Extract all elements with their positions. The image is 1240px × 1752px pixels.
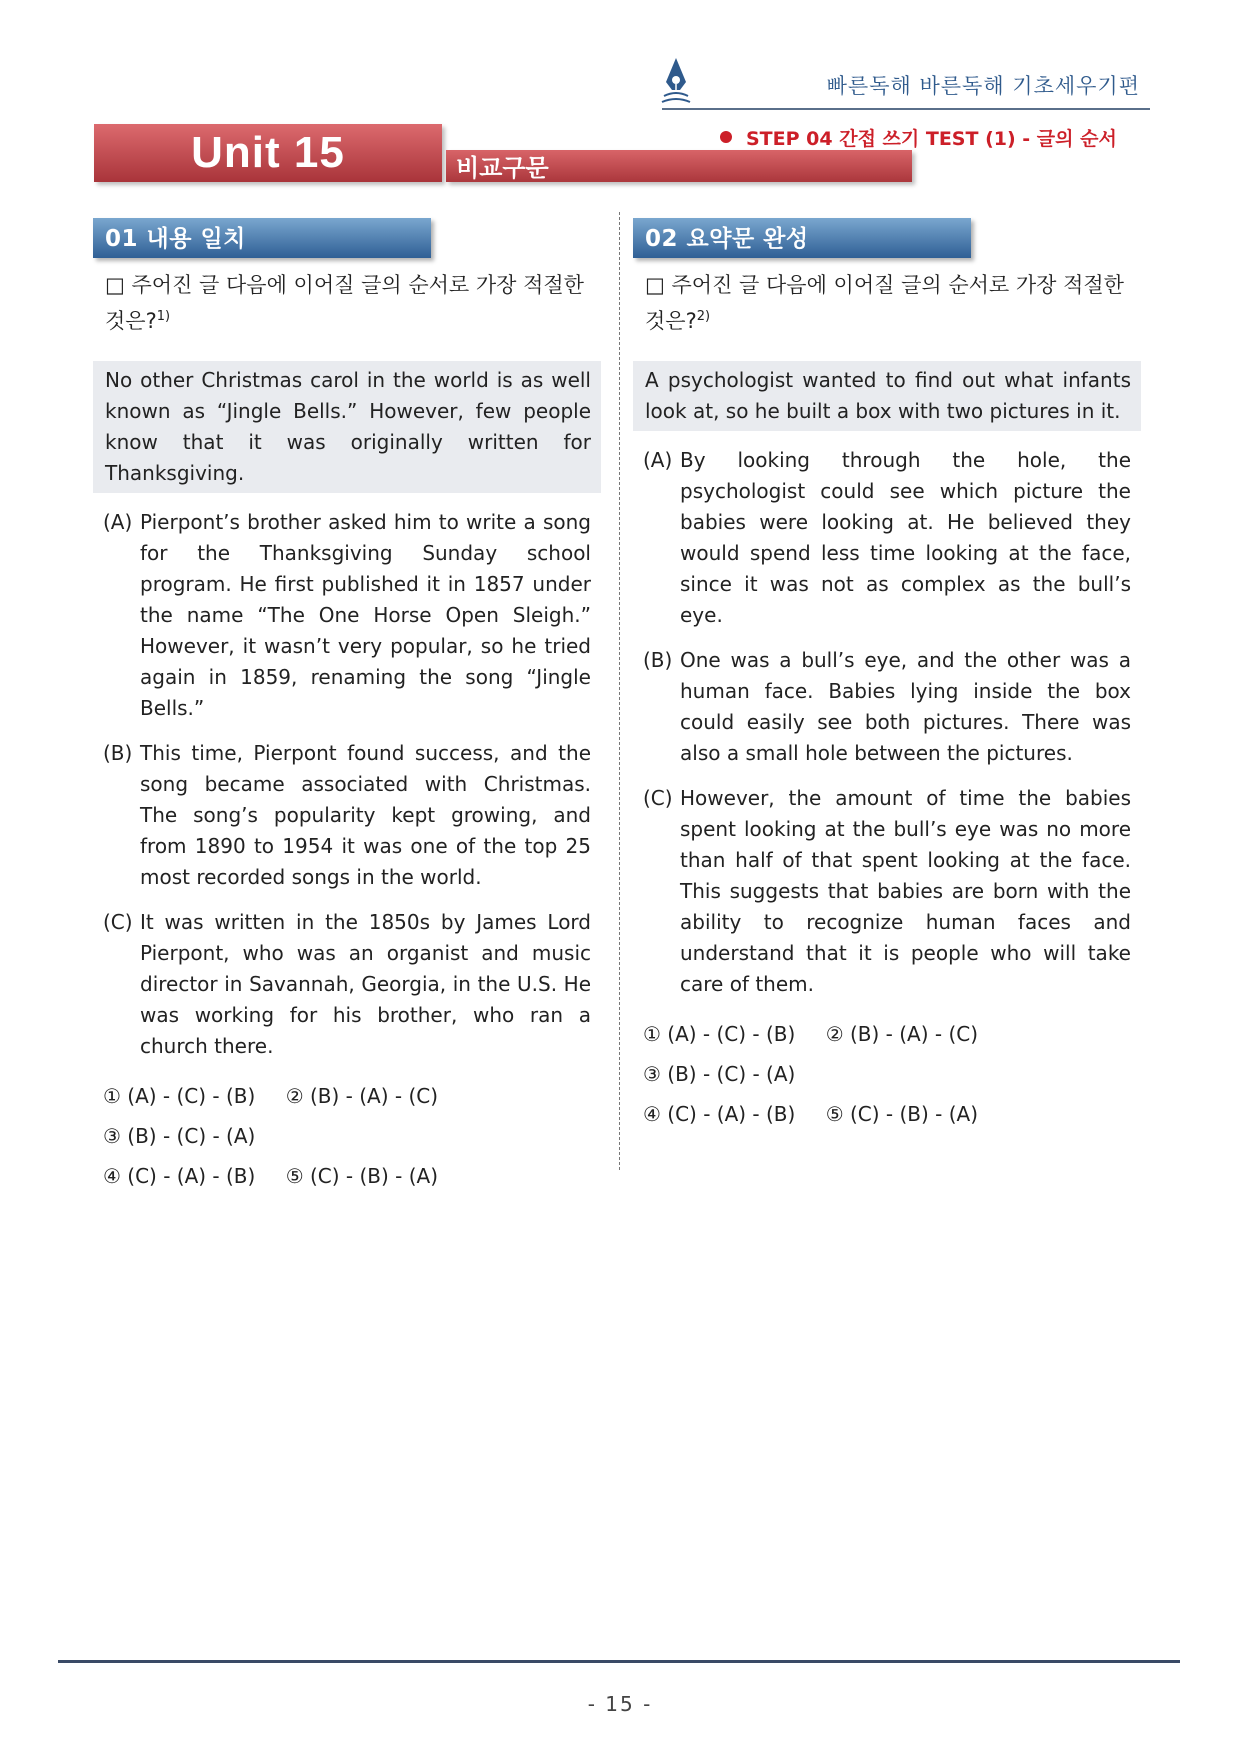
paragraph-text: Pierpont’s brother asked him to write a song for the Thanksgiving Sunday school program. He first published it in 1857 under the name “The One Horse Open Sleigh.” However, it wasn’t very popular, so he tried again in 1859, renaming the song “Jingle Bells.” [140,510,591,720]
paragraph-text: This time, Pierpont found success, and the song became associated with Christmas. The song’s popularity kept growing, and from 1890 to 1954 it was one of the top 25 most recorded songs in the world. [140,741,591,889]
option-1[interactable]: ① (A) - (C) - (B) [103,1084,256,1108]
page-number: - 15 - [587,1692,653,1716]
unit-title: Unit 15 [191,128,345,177]
book-title: 빠른독해 바른독해 기초세우기편 [826,74,1140,98]
header-rule [662,108,1150,110]
option-4[interactable]: ④ (C) - (A) - (B) [103,1164,256,1188]
question-text: □ 주어진 글 다음에 이어질 글의 순서로 가장 적절한 것은? [645,273,1124,333]
fountain-pen-logo-icon [660,56,692,108]
answer-options [93,1076,601,1196]
option-5[interactable]: ⑤ (C) - (B) - (A) [285,1164,439,1188]
question-prompt [93,270,601,337]
question-prompt [633,270,1141,337]
paragraph-a [633,445,1141,631]
column-divider [619,212,620,1170]
option-3[interactable]: ③ (B) - (C) - (A) [103,1124,256,1148]
option-2[interactable]: ② (B) - (A) - (C) [825,1022,979,1046]
paragraph-marker: (A) [643,448,673,472]
intro-passage: A psychologist wanted to find out what infants look at, so he built a box with two pictures in it. [633,361,1141,431]
option-1[interactable]: ① (A) - (C) - (B) [643,1022,796,1046]
paragraph-marker: (C) [103,910,133,934]
intro-passage: No other Christmas carol in the world is as well known as “Jingle Bells.” However, few people know that it was originally written for Thanksgiving. [93,361,601,493]
paragraph-text: It was written in the 1850s by James Lord Pierpont, who was an organist and music director in Savannah, Georgia, in the U.S. He was working for his brother, who ran a church there. [140,910,591,1058]
paragraph-text: However, the amount of time the babies spent looking at the bull’s eye was no more than half of that spent looking at the face. This suggests that babies are born with the ability to recognize human faces and understand that it is people who will take care of them. [680,786,1131,996]
option-3[interactable]: ③ (B) - (C) - (A) [643,1062,796,1086]
paragraph-marker: (B) [643,648,673,672]
section-heading: 02 요약문 완성 [633,218,971,258]
section-content-match [93,218,601,1196]
step-label-text: STEP 04 간접 쓰기 TEST (1) - 글의 순서 [746,128,1117,150]
option-4[interactable]: ④ (C) - (A) - (B) [643,1102,796,1126]
option-2[interactable]: ② (B) - (A) - (C) [285,1084,439,1108]
paragraph-text: By looking through the hole, the psychologist could see which picture the babies were looking at. He believed they would spend less time looking at the face, since it was not as complex as the bull’s eye. [680,448,1131,627]
question-text: □ 주어진 글 다음에 이어질 글의 순서로 가장 적절한 것은? [105,273,584,333]
section-heading: 01 내용 일치 [93,218,431,258]
footer-rule [58,1660,1180,1663]
option-5[interactable]: ⑤ (C) - (B) - (A) [825,1102,979,1126]
section-summary [633,218,1141,1134]
paragraph-marker: (B) [103,741,133,765]
unit-subtitle: 비교구문 [456,154,549,182]
paragraph-c [93,907,601,1062]
bullet-icon [720,131,732,143]
paragraph-b [93,738,601,893]
footnote-marker: 1) [156,309,171,324]
paragraph-text: One was a bull’s eye, and the other was a human face. Babies lying inside the box could easily see both pictures. There was also a small hole between the pictures. [680,648,1131,765]
paragraph-marker: (A) [103,510,133,534]
answer-options [633,1014,1141,1134]
paragraph-b [633,645,1141,769]
step-label [720,124,1117,151]
paragraph-marker: (C) [643,786,673,810]
paragraph-c [633,783,1141,1000]
footnote-marker: 2) [696,309,711,324]
paragraph-a [93,507,601,724]
